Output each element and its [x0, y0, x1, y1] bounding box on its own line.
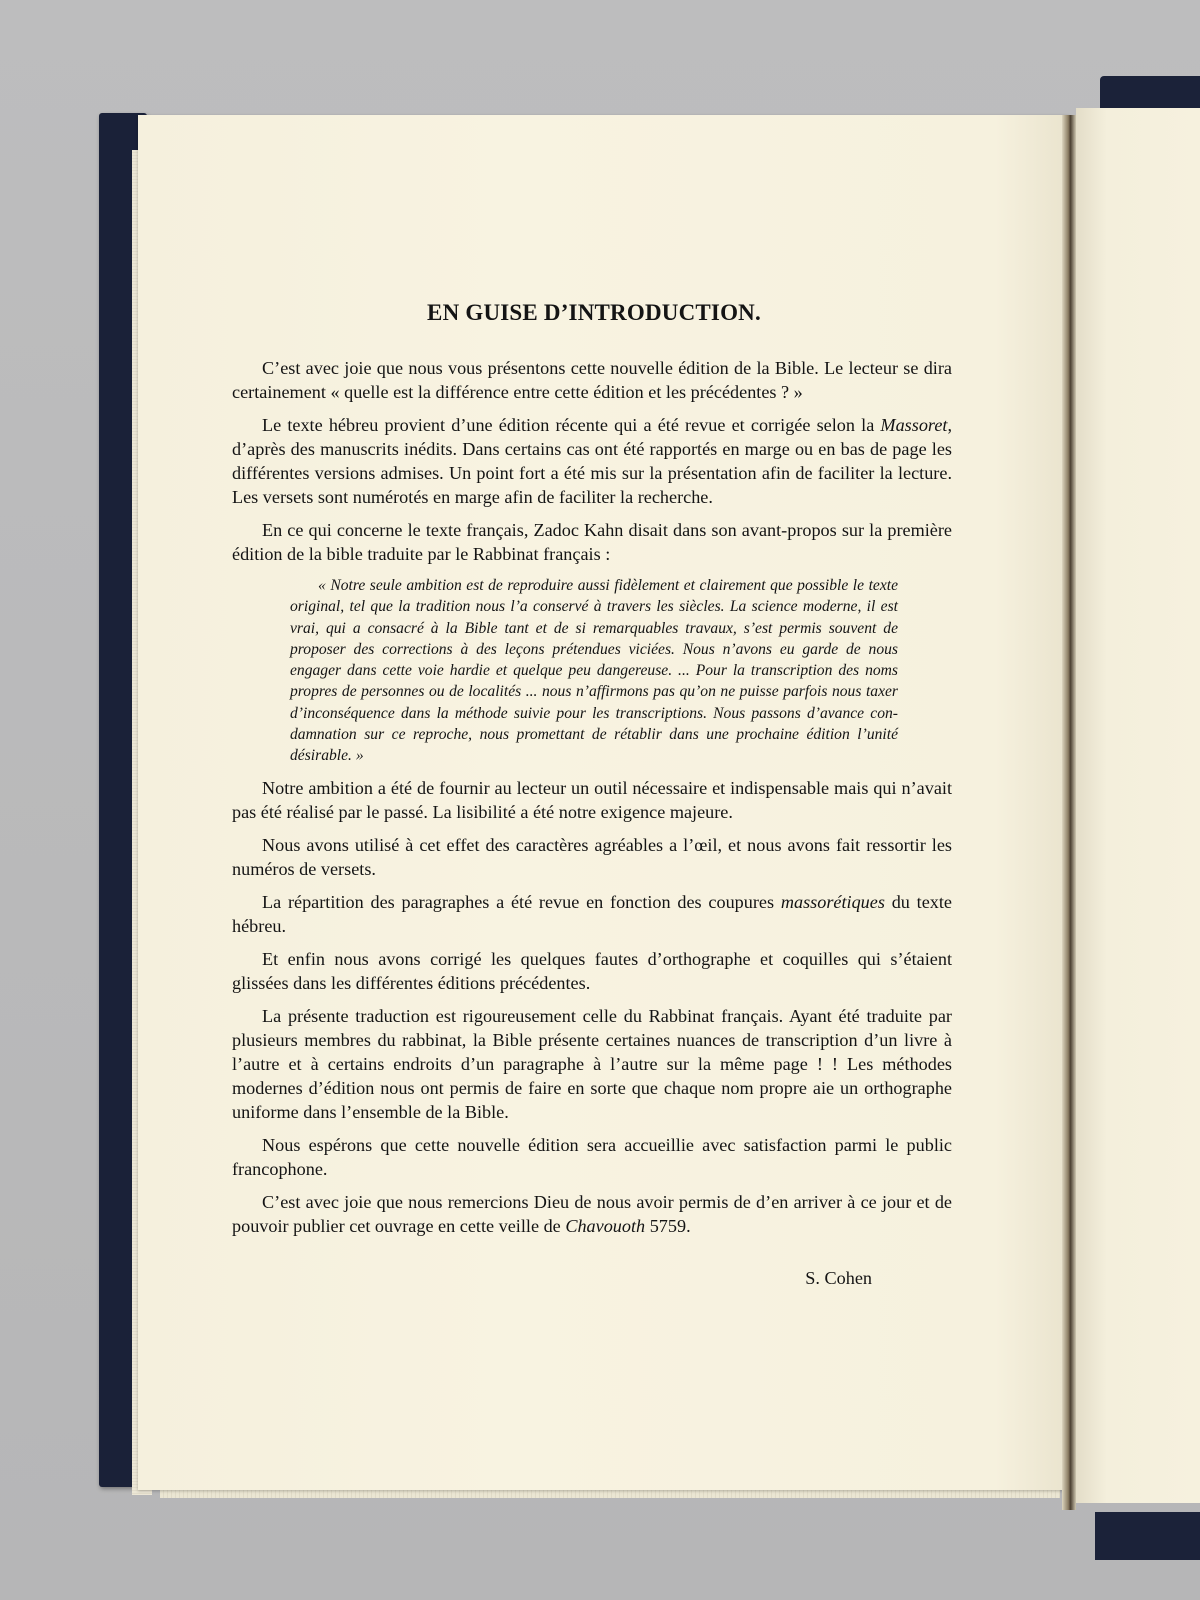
paragraph-6 [232, 890, 952, 938]
paragraph-5: Nous avons utilisé à cet effet des caractères agréables a l’œil, et nous avons fait ressortir les numéros de versets. [232, 834, 952, 879]
block-quote: « Notre seule ambition est de reproduire aussi fidèlement et clairement que possible le texte original, tel que la tradition nous l’a conservé à travers les siècles. La science moderne, il est vrai, qui a consacré à la Bible tant et de si remarquables travaux, s’est permis souvent de proposer des corrections à des leçons prétendues viciées. Nous n’avons eu garde de nous engager dans cette voie hardie et quelque peu dangereuse. ... Pour la transcription des noms propres de personnes ou de localités ... nous n’affirmons pas qu’on ne puisse parfois nous taxer d’inconséquence dans la méthode suivie pour les transcriptions. Nous passons d’avance condamnation sur ce reproche, nous promettant de rétablir dans une prochaine édition l’unité désirable. » [290, 577, 898, 765]
paragraph-10-text-b: 5759. [645, 1215, 691, 1236]
paragraph-9: Nous espérons que cette nouvelle édition sera accueillie avec satisfaction parmi le public francophone. [232, 1134, 952, 1179]
book-cover-right-bottom [1095, 1512, 1200, 1560]
paragraph-2-text-a: Le texte hébreu provient d’une édition récente qui a été revue et corrigée selon la [262, 415, 881, 435]
paragraph-6-italic: massorétiques [780, 891, 885, 912]
paragraph-1: C’est avec joie que nous vous présentons cette nouvelle édition de la Bible. Le lecteur se dira certainement « quelle est la différence entre cette édition et les précédentes ? » [232, 358, 952, 402]
page-title: EN GUISE D’INTRODUCTION. [427, 300, 761, 325]
paragraph-10-text-a: C’est avec joie que nous remercions Dieu de nous avoir permis de d’en arriver à ce jour et de pouvoir publier cet ouvrage en cette veille de [232, 1191, 952, 1236]
right-page [1076, 108, 1200, 1503]
book-gutter [1062, 115, 1076, 1510]
paragraph-6-text-a: La répartition des paragraphes a été revue en fonction des coupures [262, 891, 781, 912]
paragraph-2-text-b: , d’après des manuscrits inédits. Dans certains cas ont été rapportés en marge ou en bas de page les différentes versions admises. Un point fort a été mis sur la présentation afin de faciliter la lecture. Les versets sont numérotés en marge afin de faciliter la recherche. [232, 415, 952, 507]
paragraph-2 [232, 413, 952, 509]
page-content [232, 300, 952, 1289]
paragraph-8: La présente traduction est rigoureusement celle du Rabbinat français. Ayant été traduite par plusieurs membres du rabbinat, la Bible présente certaines nuances de transcription d’un livre à l’autre et à certains endroits d’un paragraphe à l’autre sur la même page ! ! Les méthodes modernes d’édition nous ont permis de faire en sorte que chaque nom propre aie un orthographe uniforme dans l’ensemble de la Bible. [232, 1005, 952, 1122]
signature: S. Cohen [805, 1267, 872, 1288]
paragraph-10-italic: Chavouoth [565, 1215, 646, 1236]
paragraph-2-italic: Massoret [880, 415, 948, 435]
paragraph-7: Et enfin nous avons corrigé les quelques fautes d’orthographe et coquilles qui s’étaient glissées dans les différentes éditions précédentes. [232, 948, 952, 993]
paragraph-3: En ce qui concerne le texte français, Zadoc Kahn disait dans son avant-propos sur la première édition de la bible traduite par le Rabbinat français : [232, 520, 952, 564]
paragraph-4: Notre ambition a été de fournir au lecteur un outil nécessaire et indispensable mais qui n’avait pas été réalisé par le passé. La lisibilité a été notre exigence majeure. [232, 777, 952, 822]
paragraph-6-text-b: du texte hébreu. [232, 891, 952, 936]
paragraph-10 [232, 1190, 952, 1238]
